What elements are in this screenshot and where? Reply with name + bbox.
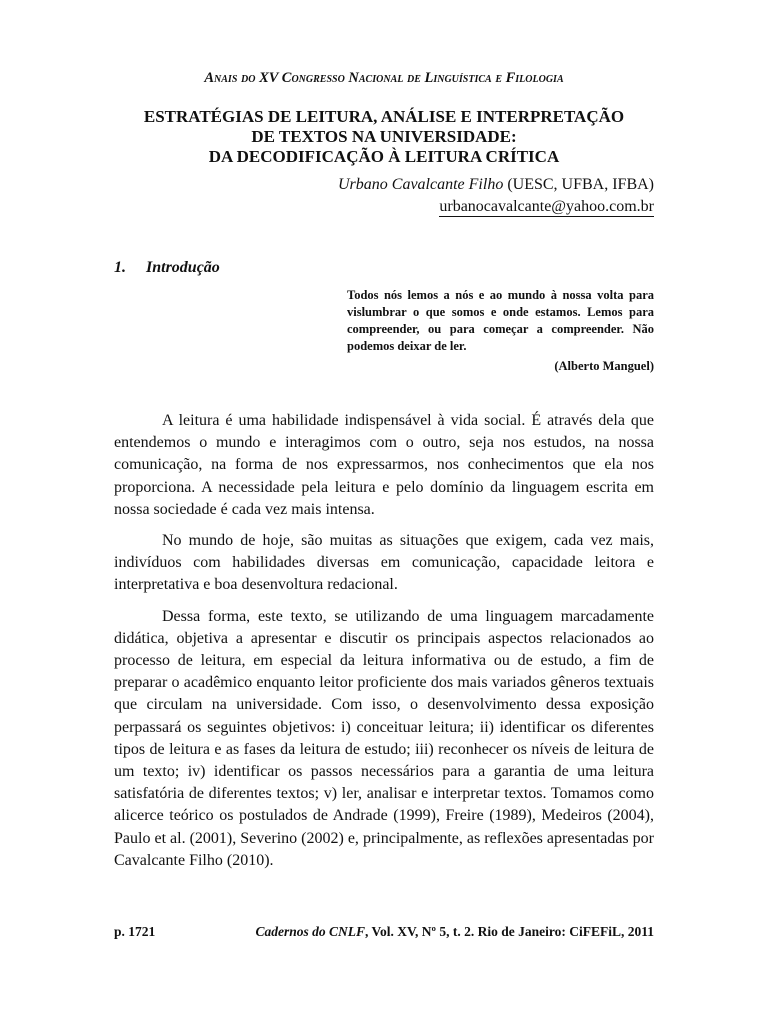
section-number: 1.	[114, 259, 126, 276]
author-affiliation: (UESC, UFBA, IFBA)	[503, 176, 654, 193]
paragraph: Dessa forma, este texto, se utilizando de uma linguagem marcadamente didática, objetiva a apresentar e discutir os principais aspectos relacionados ao processo de leitura, em especial da leitura informativa ou de estudo, a fim de preparar o acadêmico enquanto leitor proficiente dos mais variados gêneros textuais que circulam na universidade. Com isso, o desenvolvimento dessa exposição perpassará os seguintes objetivos: i) conceituar leitura; ii) identificar os diferentes tipos de leitura e as fases da leitura de estudo; iii) reconhecer os níveis de leitura de um texto; iv) identificar os passos necessários para a garantia de uma leitura satisfatória de diferentes textos; v) ler, analisar e interpretar textos. Tomamos como alicerce teórico os postulados de Andrade (1999), Freire (1989), Medeiros (2004), Paulo et al. (2001), Severino (2002) e, principalmente, as reflexões apresentadas por Cavalcante Filho (2010).	[114, 607, 654, 869]
epigraph-source: (Alberto Manguel)	[554, 359, 654, 373]
section-heading	[114, 259, 220, 277]
author-email[interactable]: urbanocavalcante@yahoo.com.br	[439, 198, 654, 215]
title-line: DA DECODIFICAÇÃO À LEITURA CRÍTICA	[208, 147, 560, 166]
journal-details: , Vol. XV, Nº 5, t. 2. Rio de Janeiro: CiFEFiL, 2011	[365, 924, 654, 939]
title-line: ESTRATÉGIAS DE LEITURA, ANÁLISE E INTERPRETAÇÃO	[143, 107, 625, 126]
running-header: Anais do XV Congresso Nacional de Linguística e Filologia	[204, 70, 564, 86]
page-number: p. 1721	[114, 924, 156, 939]
body-text	[114, 410, 654, 881]
epigraph-quote: Todos nós lemos a nós e ao mundo à nossa volta para vislumbrar o que somos e onde estamos. Lemos para compreender, ou para começar a compreender. Não podemos deixar de ler.	[347, 288, 654, 353]
paragraph: A leitura é uma habilidade indispensável à vida social. É através dela que entendemos o mundo e interagimos com o outro, seja nos estudos, na nossa comunicação, na forma de nos expressarmos, nos conhecimentos que ela nos proporciona. A necessidade pela leitura e pelo domínio da linguagem escrita em nossa sociedade é cada vez mais intensa.	[114, 412, 654, 518]
author-name: Urbano Cavalcante Filho	[338, 176, 504, 193]
paper-title	[0, 107, 768, 167]
journal-name: Cadernos do CNLF	[255, 924, 366, 939]
section-title: Introdução	[146, 259, 220, 276]
journal-citation	[255, 924, 654, 940]
paragraph: No mundo de hoje, são muitas as situações que exigem, cada vez mais, indivíduos com habilidades diversas em comunicação, capacidade leitora e interpretativa e boa desenvoltura redacional.	[114, 532, 654, 594]
title-line: DE TEXTOS NA UNIVERSIDADE:	[251, 127, 517, 146]
author-line	[338, 176, 654, 194]
